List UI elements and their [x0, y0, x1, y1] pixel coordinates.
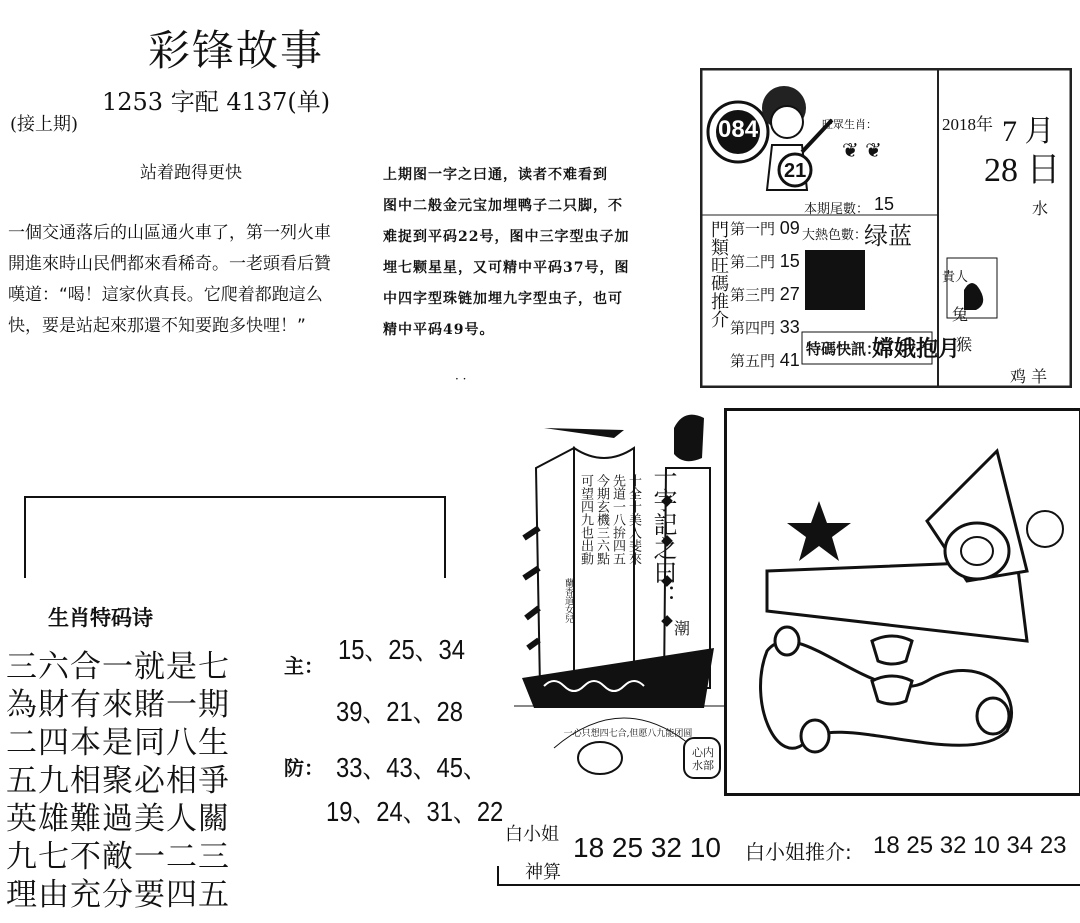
white-lady-label: 白小姐 [505, 824, 559, 845]
special-text: 嫦娥抱月 [872, 337, 961, 362]
gate-list [730, 218, 802, 383]
hint-line: 精中平码49号。 [383, 322, 495, 338]
panel-badge: 084 [718, 116, 759, 143]
poem-text [6, 648, 230, 914]
element-label: 水 [1032, 199, 1049, 218]
continued-label: (接上期) [10, 114, 79, 135]
lottery-panel [700, 68, 1072, 388]
poem-line: 英雄難過美人關 [6, 801, 230, 837]
story-line: 一個交通落后的山區通火車了，第一列火車 [8, 223, 331, 243]
color-label: 大熱色數： [802, 228, 868, 243]
ship-signature: 蘭香道女兒 [563, 578, 573, 623]
hint-line: 中四字型珠链加埋九字型虫子，也可 [383, 291, 623, 307]
color-value: 绿蓝 [864, 222, 912, 250]
white-lady-rec-label: 白小姐推介: [745, 840, 852, 864]
story-title: 站着跑得更快 [140, 163, 242, 183]
issue-line: 1253 字配 4137(单) [102, 88, 331, 116]
story-line: 嘆道：“喝！這家伙真長。它爬着都跑這么 [8, 285, 323, 305]
poem-line: 為財有來賭一期 [6, 687, 230, 723]
poem-line: 九七不敵一二三 [6, 839, 230, 875]
cartoon-panel [724, 408, 1080, 796]
gate-row: 第四門 33 [730, 317, 800, 337]
poem-title: 生肖特码诗 [48, 606, 153, 630]
gate-row: 第一門 09 [730, 218, 800, 238]
ship-box-text: 心内水部 [692, 746, 714, 772]
hint-line: 上期图一字之曰通，读者不难看到 [383, 167, 608, 183]
white-lady-sublabel: 神算 [525, 862, 561, 883]
ship-heading: 一字記之曰： [649, 464, 677, 608]
hint-line: 埋七颗星星，又可精中平码37号，图 [383, 260, 630, 276]
slogan-glyphs: ❦ ❦ [842, 138, 882, 162]
main-numbers-2: 39、21、28 [336, 696, 464, 727]
story-line: 快，要是站起來那還不知要跑多快哩！” [8, 316, 306, 336]
page-title: 彩锋故事 [148, 26, 325, 75]
white-lady-bar [497, 818, 1080, 888]
date-year: 2018年 [942, 115, 993, 134]
defense-numbers-1: 33、43、45、 [336, 752, 487, 783]
story-text [8, 218, 358, 342]
gate-left-label: 門類旺碼推介 [708, 220, 729, 328]
ship-col-4: 可望四九也出動 [578, 474, 593, 565]
ship-poster [514, 408, 724, 808]
hint-text [383, 160, 683, 346]
date-month: 7 月 [1002, 115, 1055, 148]
white-lady-numbers: 18 25 32 10 [573, 832, 721, 863]
slogan-label: 旺眾生肖： [822, 118, 877, 131]
main-label: 主： [284, 654, 324, 678]
ship-col-3: 今期玄機三六點 [594, 474, 609, 565]
zodiac-rabbit: 兔 [952, 305, 969, 324]
gate-row: 第二門 15 [730, 251, 800, 271]
poem-line: 理由充分要四五 [6, 877, 230, 913]
ship-heading-char: 潮 [674, 619, 691, 638]
ship-col-2: 先道一八拚四五 [610, 474, 625, 565]
hint-line: 难捉到平码22号，图中三字型虫子加 [383, 229, 630, 245]
poem-line: 二四本是同八生 [6, 725, 230, 761]
bar-bottom-rule [497, 884, 1080, 886]
panel-circle-number: 21 [784, 160, 807, 182]
white-lady-rec-numbers: 18 25 32 10 34 23 [873, 832, 1067, 859]
main-numbers-1: 15、25、34 [338, 634, 466, 665]
poem-line: 三六合一就是七 [6, 649, 230, 685]
sum-value: 15 [874, 194, 895, 214]
date-day: 28 日 [984, 152, 1061, 189]
special-label: 特碼快訊： [806, 340, 882, 358]
gate-row: 第五門 41 [730, 350, 800, 370]
defense-numbers-2: 19、24、31、22 [326, 796, 504, 827]
panel-bottom-text: 鸡 羊 [1010, 367, 1048, 386]
empty-bracket-frame [24, 496, 446, 578]
zodiac-monkey: 猴 [956, 335, 973, 354]
poem-line: 五九相聚必相爭 [6, 763, 230, 799]
hint-line: 图中二般金元宝加埋鸭子二只脚，不 [383, 198, 623, 214]
ship-arc-text: 一心只想四七合,但愿八九能团圆 [563, 729, 693, 739]
ship-col-1: 十全十美入斐來 [626, 474, 641, 565]
bar-left-rule [497, 866, 499, 886]
story-line: 開進來時山民們都來看稀奇。一老頭看后贊 [8, 254, 331, 274]
sum-label: 本期尾數： [804, 202, 870, 217]
noble-label: 貴人 [942, 270, 969, 285]
gate-row: 第三門 27 [730, 284, 800, 304]
dots: · · [455, 372, 467, 386]
cartoon-drawing [727, 411, 1079, 793]
defense-label: 防： [284, 756, 324, 780]
